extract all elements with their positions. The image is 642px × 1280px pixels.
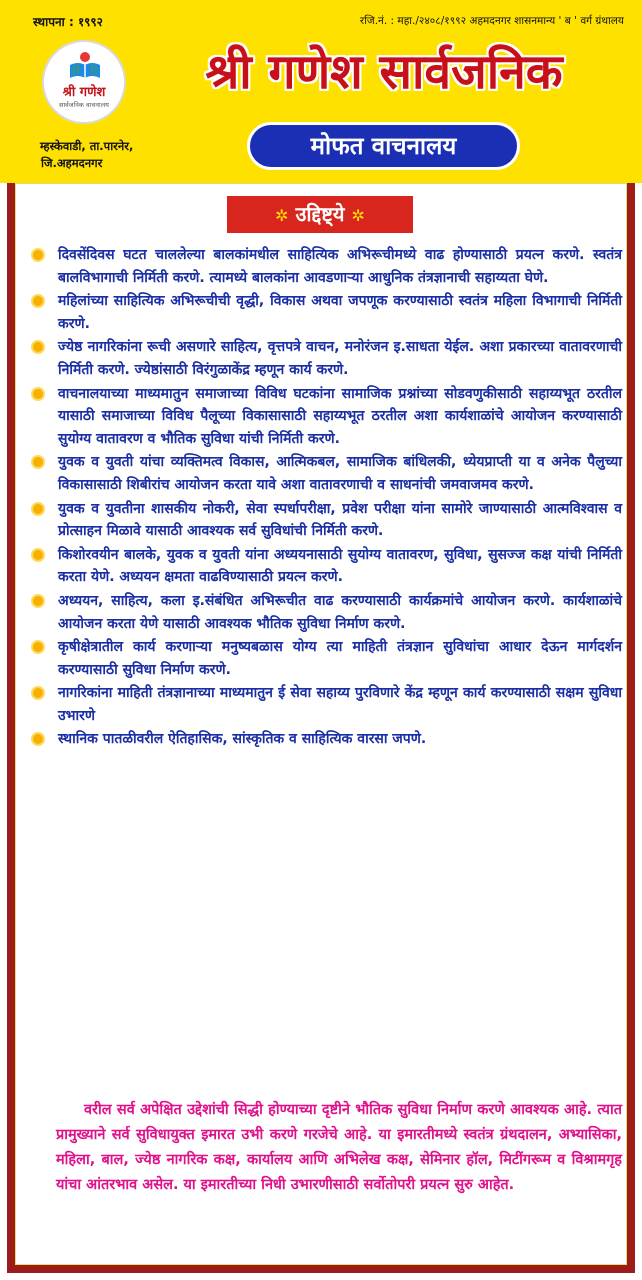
objectives-heading bbox=[227, 196, 413, 233]
address-line-2: जि.अहमदनगर bbox=[41, 156, 103, 170]
objectives-heading-text: उद्दिष्ट्ये bbox=[295, 202, 345, 226]
closing-paragraph: वरील सर्व अपेक्षित उद्देशांची सिद्धी होण्याच्या दृष्टीने भौतिक सुविधा निर्माण करणे आवश्यक आहे. त्यात प्रामुख्याने सर्व सुविधायुक्त इमारत उभी करणे गरजेचे आहे. या इमारतीमध्ये स्वतंत्र ग्रंथदालन, अभ्यासिका, महिला, बाल, ज्येष्ठ नागरिक कक्ष, कार्यालय आणि अभिलेख कक्ष, सेमिनार हॉल, मिटींगरूम व विश्रामगृह यांचा आंतरभाव असेल. या इमारतीच्या निधी उभारणीसाठी सर्वोतोपरी प्रयत्न सुरु आहेत. bbox=[56, 1102, 622, 1193]
logo-title: श्री गणेश bbox=[62, 85, 106, 100]
list-item bbox=[30, 636, 622, 681]
list-item bbox=[30, 590, 622, 635]
list-item-text: दिवसेंदिवस घटत चाललेल्या बालकांमधील साहित्यिक अभिरूचीमध्ये वाढ होण्यासाठी प्रयत्न करणे. स्वतंत्र बालविभागाची निर्मिती करणे. त्यामध्ये बालकांना आवडणाऱ्या आधुनिक तंत्रज्ञानाची सहाय्यता घेणे. bbox=[58, 247, 622, 286]
bullet-icon bbox=[33, 642, 43, 652]
list-item-text: ज्येष्ठ नागरिकांना रूची असणारे साहित्य, वृत्तपत्रे वाचन, मनोरंजन इ.साधता येईल. अशा प्रकारच्या वातावरणाची निर्मिती करणे. ज्येष्ठांसाठी विरंगुळाकेंद्र म्हणून कार्य करणे. bbox=[58, 339, 622, 378]
list-item bbox=[30, 682, 622, 727]
bullet-icon bbox=[33, 688, 43, 698]
list-item bbox=[30, 336, 622, 381]
bullet-icon bbox=[33, 457, 43, 467]
bullet-icon bbox=[33, 296, 43, 306]
list-item bbox=[30, 383, 622, 451]
list-item-text: महिलांच्या साहित्यिक अभिरूचीची वृद्धी, विकास अथवा जपणूक करण्यासाठी स्वतंत्र महिला विभागाची निर्मिती करणे. bbox=[58, 293, 622, 332]
list-item bbox=[30, 290, 622, 335]
list-item-text: नागरिकांना माहिती तंत्रज्ञानाच्या माध्यमातुन ई सेवा सहाय्य पुरविणारे केंद्र म्हणून कार्य करण्यासाठी सक्षम सुविधा उभारणे bbox=[58, 685, 622, 724]
list-item-text: किशोरवयीन बालके, युवक व युवती यांना अध्ययनासाठी सुयोग्य वातावरण, सुविधा, सुसज्ज कक्ष यांची निर्मिती करता येणे. अध्ययन क्षमता वाढविण्यासाठी प्रयत्न करणे. bbox=[58, 546, 622, 586]
header-banner bbox=[0, 0, 642, 183]
bullet-icon bbox=[33, 342, 43, 352]
subtitle-badge: मोफत वाचनालय bbox=[247, 122, 520, 170]
list-item bbox=[30, 728, 622, 751]
bullet-icon bbox=[33, 250, 43, 260]
bullet-icon bbox=[33, 596, 43, 606]
list-item bbox=[30, 498, 622, 543]
list-item-text: कृषीक्षेत्रातील कार्य करणाऱ्या मनुष्यबळास योग्य त्या माहिती तंत्रज्ञान सुविधांचा आधार देऊन मार्गदर्शन करण्यासाठी सुविधा निर्माण करणे. bbox=[58, 639, 622, 678]
bullet-icon bbox=[33, 734, 43, 744]
list-item bbox=[30, 451, 622, 496]
bullet-icon bbox=[33, 504, 43, 514]
established-year: स्थापना : १९९२ bbox=[33, 15, 103, 29]
list-item-text: वाचनालयाच्या माध्यमातुन समाजाच्या विविध घटकांना सामाजिक प्रश्नांच्या सोडवणुकीसाठी सहाय्यभूत ठरतील यासाठी समाजाच्या विविध पैलूच्या विकासासाठी सहाय्यभूत ठरतील अशा कार्यशाळांचे आयोजन करण्यासाठी सुयोग्य वातावरण व भौतिक सुविधा यांची निर्मिती करणे. bbox=[58, 385, 622, 447]
list-item-text: स्थानिक पातळीवरील ऐतिहासिक, सांस्कृतिक व साहित्यिक वारसा जपणे. bbox=[58, 731, 427, 748]
library-logo bbox=[42, 40, 126, 124]
asterisk-icon: ✲ bbox=[351, 206, 365, 225]
address bbox=[40, 138, 133, 172]
list-item-text: युवक व युवती यांचा व्यक्तिमत्व विकास, आत्मिकबल, सामाजिक बांधिलकी, ध्येयप्राप्ती या व अनेक पैलुच्या विकासासाठी शिबीरांच आयोजन करता यावे अशा वातावरणाची व साधनांची जमवाजमव करणे. bbox=[58, 454, 622, 493]
list-item-text: युवक व युवतीना शासकीय नोकरी, सेवा स्पर्धापरीक्षा, प्रवेश परीक्षा यांना सामोरे जाण्यासाठी आत्मविश्वास व प्रोत्साहन मिळावे यासाठी आवश्यक सर्व सुविधांची निर्मिती करणे. bbox=[58, 500, 622, 540]
page-title: श्री गणेश सार्वजनिक bbox=[205, 44, 563, 100]
list-item bbox=[30, 244, 622, 289]
book-icon bbox=[68, 51, 102, 81]
logo-subtitle: सार्वजनिक वाचनालय bbox=[59, 101, 109, 109]
address-line-1: म्हस्केवाडी, ता.पारनेर, bbox=[40, 139, 134, 153]
list-item-text: अध्ययन, साहित्य, कला इ.संबंधित अभिरूचीत वाढ करण्यासाठी कार्यक्रमांचे आयोजन करणे. कार्यशाळांचे आयोजन करता येणे यासाठी आवश्यक भौतिक सुविधा निर्माण करणे. bbox=[58, 592, 622, 632]
registration-number: रजि.नं. : महा./२४०८/१९९२ अहमदनगर शासनमान्य ' ब ' वर्ग ग्रंथालय bbox=[359, 15, 624, 27]
objectives-list bbox=[30, 244, 622, 752]
asterisk-icon: ✲ bbox=[275, 206, 289, 225]
bullet-icon bbox=[33, 389, 43, 399]
list-item bbox=[30, 544, 622, 589]
bullet-icon bbox=[33, 550, 43, 560]
